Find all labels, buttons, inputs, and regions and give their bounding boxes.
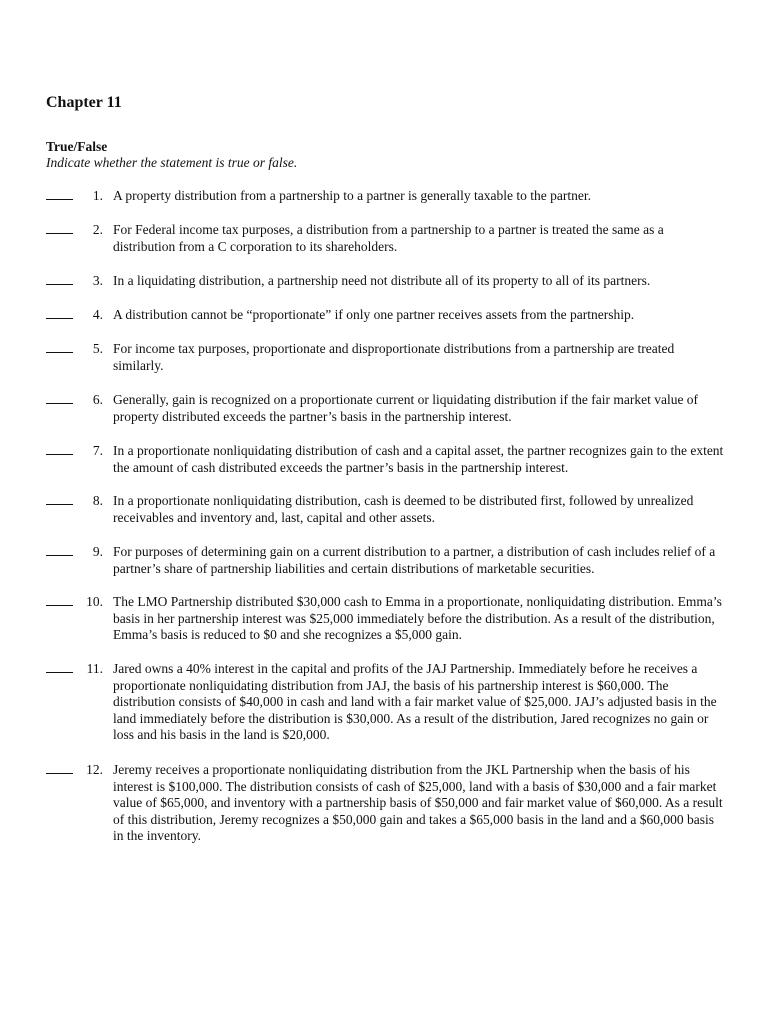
question-number: 4. [92,307,103,322]
answer-blank [46,605,73,606]
answer-blank [46,672,73,673]
question-number: 6. [92,392,103,407]
answer-blank [46,773,73,774]
question-text: For income tax purposes, proportionate and disproportionate distributions from a partnership are treated similarly. [113,341,675,373]
answer-blank [46,284,73,285]
question-number: 12. [86,762,103,777]
question-number: 10. [86,594,103,609]
question-number: 2. [92,222,103,237]
question-number: 3. [92,273,103,288]
question-number: 8. [92,493,103,508]
answer-blank [46,454,73,455]
question-text: In a proportionate nonliquidating distribution of cash and a capital asset, the partner recognizes gain to the extent the amount of cash distributed exceeds the partner’s basis in the partnership interest. [113,443,724,475]
question-text: In a liquidating distribution, a partnership need not distribute all of its property to all of its partners. [113,273,651,288]
answer-blank [46,403,73,404]
question-text: A property distribution from a partnership to a partner is generally taxable to the partner. [113,188,591,203]
answer-blank [46,504,73,505]
question-text: Generally, gain is recognized on a proportionate current or liquidating distribution if the fair market value of property distributed exceeds the partner’s basis in the partnership interest. [113,392,699,424]
answer-blank [46,555,73,556]
answer-blank [46,318,73,319]
question-text: A distribution cannot be “proportionate” if only one partner receives assets from the partnership. [113,307,635,322]
question-number: 5. [92,341,103,356]
question-number: 9. [92,544,103,559]
answer-blank [46,352,73,353]
question-number: 1. [92,188,103,203]
question-text: In a proportionate nonliquidating distribution, cash is deemed to be distributed first, followed by unrealized receivables and inventory and, last, capital and other assets. [113,493,694,525]
section-title: True/False [46,139,108,154]
instruction-text: Indicate whether the statement is true or false. [46,155,298,170]
question-text: Jeremy receives a proportionate nonliquidating distribution from the JKL Partnership when the basis of his interest is $100,000. The distribution consists of cash of $25,000, land with a basis of $30,000 and a fair market value of $65,000, and inventory with a partnership basis of $50,000 and fair market value of $60,000. As a result of this distribution, Jeremy recognizes a $50,000 gain and takes a $65,000 basis in the land and a $60,000 basis in the inventory. [113,762,723,843]
chapter-title: Chapter 11 [46,94,122,111]
question-text: Jared owns a 40% interest in the capital and profits of the JAJ Partnership. Immediately before he receives a proportionate nonliquidating distribution from JAJ, the basis of his partnership interest is $60,000. The distribution consists of $40,000 in cash and land with a fair market value of $25,000. JAJ’s adjusted basis in the land immediately before the distribution is $30,000. As a result of the distribution, Jared recognizes no gain or loss and his basis in the land is $20,000. [113,661,717,742]
question-number: 7. [92,443,103,458]
question-number: 11. [86,661,103,676]
answer-blank [46,233,73,234]
question-text: The LMO Partnership distributed $30,000 cash to Emma in a proportionate, nonliquidating distribution. Emma’s basis in her partnership interest was $25,000 immediately before the distribution. As a result of the distribution, Emma’s basis is reduced to $0 and she recognizes a $5,000 gain. [113,594,722,642]
answer-blank [46,199,73,200]
question-text: For purposes of determining gain on a current distribution to a partner, a distribution of cash includes relief of a partner’s share of partnership liabilities and certain distributions of marketable securities. [113,544,716,576]
question-text: For Federal income tax purposes, a distribution from a partnership to a partner is treated the same as a distribution from a C corporation to its shareholders. [113,222,664,254]
